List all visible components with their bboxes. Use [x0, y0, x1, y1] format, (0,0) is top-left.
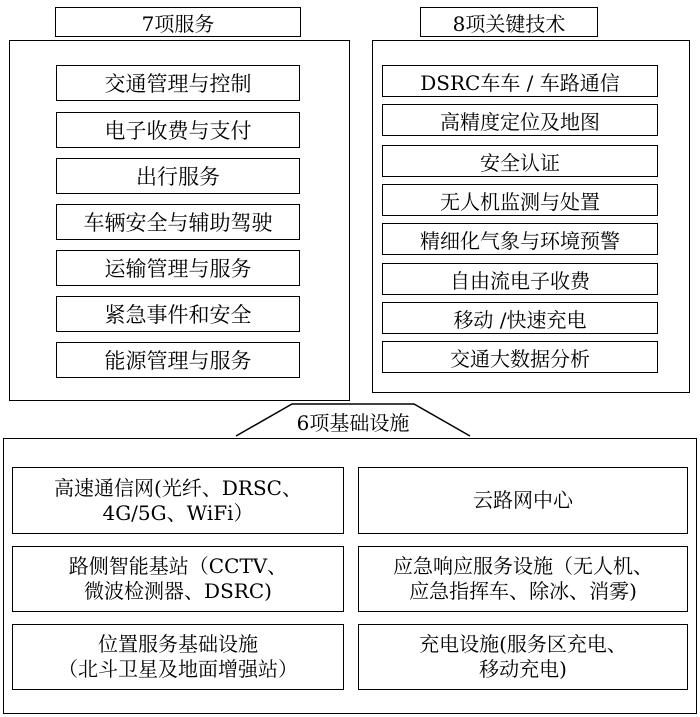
service-item: 交通管理与控制 [56, 65, 300, 101]
infra-text-line: 充电设施(服务区充电、 [419, 632, 627, 656]
technology-item: DSRC车车 / 车路通信 [382, 65, 658, 97]
infra-text-line: 位置服务基础设施 [98, 632, 258, 656]
service-item: 出行服务 [56, 158, 300, 194]
service-item: 能源管理与服务 [56, 342, 300, 378]
service-item: 车辆安全与辅助驾驶 [56, 204, 300, 240]
infra-right-3 [358, 624, 688, 690]
infra-right-1 [358, 467, 688, 534]
technology-item: 自由流电子收费 [382, 263, 658, 295]
infra-left-3 [12, 624, 344, 690]
infrastructure-title: 6项基础设施 [296, 411, 410, 435]
infra-text-line: 应急响应服务设施（无人机、 [393, 554, 653, 578]
infra-text-line: 4G/5G、WiFi） [102, 500, 254, 525]
service-item: 紧急事件和安全 [56, 296, 300, 332]
services-title: 7项服务 [55, 7, 301, 37]
infra-text-line: 微波检测器、DSRC) [84, 579, 272, 603]
infra-text-line: 移动充电) [479, 657, 567, 681]
technology-item: 交通大数据分析 [382, 341, 658, 373]
infra-text-line: 应急指挥车、除冰、消雾) [409, 579, 637, 603]
technology-item: 高精度定位及地图 [382, 104, 658, 136]
technology-item: 移动 /快速充电 [382, 302, 658, 334]
infra-text-line: （北斗卫星及地面增强站） [58, 657, 298, 681]
infra-text-line: 路侧智能基站（CCTV、 [68, 554, 288, 578]
technologies-title: 8项关键技术 [420, 7, 598, 37]
infra-text-line: 云路网中心 [473, 488, 573, 512]
infra-text-line: 高速通信网(光纤、DRSC、 [54, 475, 302, 500]
infra-left-1 [12, 467, 344, 534]
infra-left-2 [12, 546, 344, 612]
infra-right-2 [358, 546, 688, 612]
service-item: 电子收费与支付 [56, 112, 300, 148]
service-item: 运输管理与服务 [56, 250, 300, 286]
technology-item: 精细化气象与环境预警 [382, 223, 658, 255]
technology-item: 安全认证 [382, 145, 658, 177]
technology-item: 无人机监测与处置 [382, 184, 658, 216]
